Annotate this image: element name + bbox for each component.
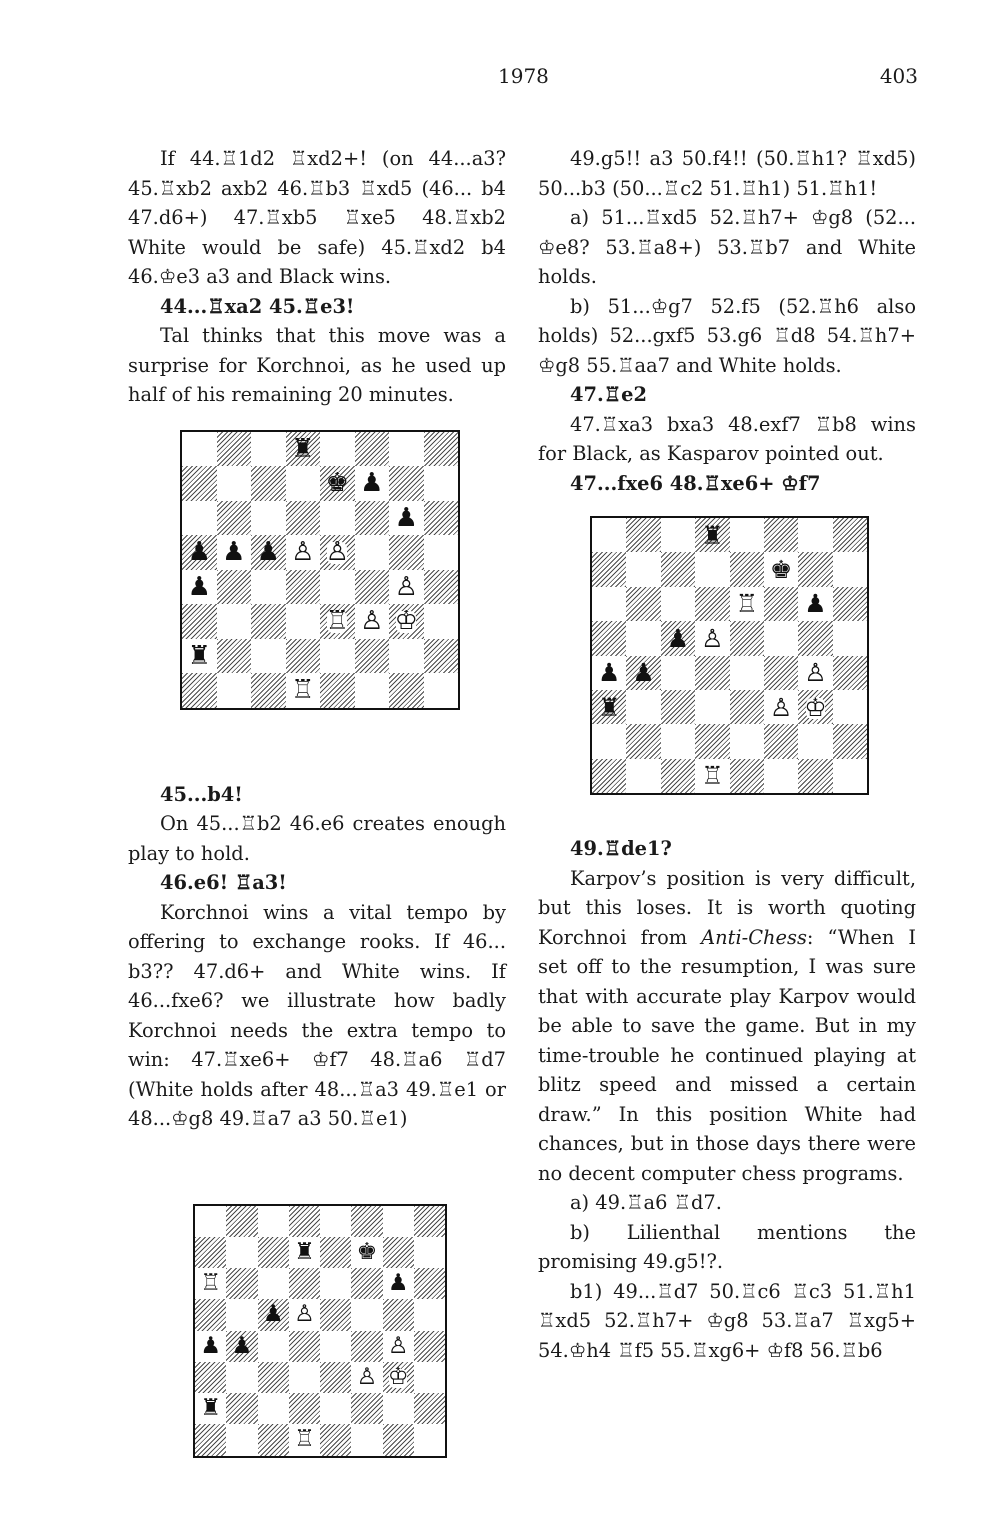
- board-square: [383, 1206, 414, 1237]
- white-king-icon: ♔: [804, 692, 827, 722]
- board-square: [320, 1299, 351, 1330]
- board-square: [414, 1362, 445, 1393]
- black-pawn-icon: ♟: [200, 1332, 221, 1359]
- board-square: [414, 1299, 445, 1330]
- board-square: [320, 570, 355, 605]
- board-square: [389, 639, 424, 674]
- board-square: [424, 570, 459, 605]
- board-square: [286, 432, 321, 467]
- board-square: [182, 466, 217, 501]
- board-square: [389, 466, 424, 501]
- board-square: [592, 552, 626, 586]
- chess-diagram: [128, 410, 506, 780]
- board-square: [695, 518, 729, 552]
- board-square: [383, 1424, 414, 1455]
- black-rook-icon: ♜: [187, 640, 211, 671]
- black-rook-icon: ♜: [291, 433, 315, 464]
- board-square: [320, 466, 355, 501]
- board-square: [355, 570, 390, 605]
- board-square: [217, 604, 252, 639]
- commentary-paragraph: b) 51...♔g7 52.f5 (52.♖h6 also holds) 52...gxf5 53.g6 ♖d8 54.♖h7+ ♔g8 55.♖aa7 and White holds.: [538, 294, 916, 377]
- board-square: [383, 1268, 414, 1299]
- board-square: [764, 587, 798, 621]
- board-square: [226, 1299, 257, 1330]
- board-square: [383, 1299, 414, 1330]
- board-square: [695, 656, 729, 690]
- board-square: [414, 1331, 445, 1362]
- black-pawn-icon: ♟: [256, 537, 280, 568]
- board-square: [695, 724, 729, 758]
- commentary-paragraph: On 45...♖b2 46.e6 creates enough play to hold.: [128, 812, 506, 865]
- board-square: [383, 1393, 414, 1424]
- board-square: [695, 690, 729, 724]
- board-square: [320, 673, 355, 708]
- board-square: [226, 1424, 257, 1455]
- move-heading: 47.♖e2: [570, 383, 647, 406]
- board-square: [695, 587, 729, 621]
- board-square: [355, 535, 390, 570]
- board-square: [661, 724, 695, 758]
- black-pawn-icon: ♟: [187, 537, 211, 568]
- board-square: [592, 621, 626, 655]
- board-square: [320, 1237, 351, 1268]
- board-square: [424, 535, 459, 570]
- board-square: [592, 656, 626, 690]
- board-square: [320, 1331, 351, 1362]
- white-rook-icon: ♖: [735, 589, 758, 619]
- board-square: [389, 501, 424, 536]
- white-king-icon: ♔: [394, 606, 418, 637]
- board-square: [289, 1424, 320, 1455]
- board-square: [389, 604, 424, 639]
- board-square: [351, 1206, 382, 1237]
- board-square: [320, 501, 355, 536]
- chess-diagram: [538, 498, 916, 834]
- board-square: [286, 673, 321, 708]
- board-square: [626, 518, 660, 552]
- white-pawn-icon: ♙: [769, 692, 793, 722]
- board-square: [351, 1362, 382, 1393]
- board-square: [833, 518, 867, 552]
- black-rook-icon: ♜: [597, 692, 621, 722]
- board-square: [351, 1237, 382, 1268]
- board-square: [351, 1393, 382, 1424]
- board-square: [383, 1331, 414, 1362]
- board-square: [389, 535, 424, 570]
- board-square: [217, 501, 252, 536]
- board-square: [195, 1393, 226, 1424]
- move-heading: 44...♖xa2 45.♖e3!: [160, 294, 355, 318]
- board-square: [182, 639, 217, 674]
- white-pawn-icon: ♙: [394, 571, 418, 602]
- board-square: [289, 1268, 320, 1299]
- board-square: [661, 759, 695, 793]
- board-square: [730, 724, 764, 758]
- board-square: [182, 501, 217, 536]
- board-square: [320, 432, 355, 467]
- board-square: [626, 656, 660, 690]
- board-square: [592, 587, 626, 621]
- left-text-column: [128, 144, 506, 1536]
- board-square: [833, 621, 867, 655]
- board-square: [355, 639, 390, 674]
- board-square: [182, 673, 217, 708]
- board-square: [320, 1268, 351, 1299]
- board-square: [258, 1393, 289, 1424]
- move-heading: 47...fxe6 48.♖xe6+ ♔f7: [570, 471, 821, 495]
- board-square: [764, 518, 798, 552]
- board-square: [764, 759, 798, 793]
- board-square: [217, 535, 252, 570]
- board-square: [226, 1206, 257, 1237]
- board-square: [798, 690, 832, 724]
- right-text-column: [538, 144, 916, 1365]
- board-square: [217, 570, 252, 605]
- board-square: [695, 552, 729, 586]
- board-square: [833, 656, 867, 690]
- board-square: [798, 587, 832, 621]
- black-pawn-icon: ♟: [187, 571, 211, 602]
- board-square: [661, 621, 695, 655]
- white-pawn-icon: ♙: [294, 1301, 315, 1328]
- board-square: [320, 1362, 351, 1393]
- black-pawn-icon: ♟: [231, 1332, 253, 1359]
- board-square: [226, 1393, 257, 1424]
- board-square: [251, 639, 286, 674]
- board-square: [351, 1331, 382, 1362]
- board-square: [351, 1268, 382, 1299]
- commentary-paragraph: a) 51...♖xd5 52.♖h7+ ♔g8 (52... ♔e8? 53.♖a8+) 53.♖b7 and White holds.: [538, 206, 916, 288]
- board-square: [226, 1331, 257, 1362]
- board-square: [424, 466, 459, 501]
- move-heading: 46.e6! ♖a3!: [160, 871, 287, 894]
- white-rook-icon: ♖: [701, 761, 724, 791]
- black-rook-icon: ♜: [200, 1395, 221, 1422]
- board-square: [592, 690, 626, 724]
- board-square: [258, 1206, 289, 1237]
- black-pawn-icon: ♟: [360, 468, 384, 499]
- board-square: [258, 1268, 289, 1299]
- white-pawn-icon: ♙: [325, 537, 349, 568]
- white-pawn-icon: ♙: [356, 1363, 378, 1390]
- board-square: [351, 1299, 382, 1330]
- commentary-paragraph: a) 49.♖a6 ♖d7.: [570, 1191, 722, 1214]
- black-pawn-icon: ♟: [387, 1270, 409, 1297]
- board-square: [195, 1362, 226, 1393]
- white-pawn-icon: ♙: [360, 606, 384, 637]
- board-square: [730, 656, 764, 690]
- black-pawn-icon: ♟: [804, 589, 827, 619]
- board-square: [695, 621, 729, 655]
- board-square: [414, 1424, 445, 1455]
- board-square: [289, 1299, 320, 1330]
- black-king-icon: ♚: [325, 468, 349, 499]
- board-square: [251, 604, 286, 639]
- black-rook-icon: ♜: [294, 1238, 315, 1265]
- board-square: [217, 639, 252, 674]
- board-square: [661, 552, 695, 586]
- black-rook-icon: ♜: [701, 520, 724, 550]
- board-square: [320, 1424, 351, 1455]
- board-square: [289, 1331, 320, 1362]
- board-square: [320, 535, 355, 570]
- board-square: [320, 639, 355, 674]
- black-pawn-icon: ♟: [262, 1301, 284, 1328]
- board-square: [424, 604, 459, 639]
- black-pawn-icon: ♟: [597, 658, 621, 688]
- white-pawn-icon: ♙: [701, 623, 724, 653]
- board-square: [355, 432, 390, 467]
- white-rook-icon: ♖: [200, 1270, 221, 1297]
- board-square: [286, 535, 321, 570]
- board-square: [289, 1237, 320, 1268]
- board-square: [182, 432, 217, 467]
- board-square: [414, 1393, 445, 1424]
- board-square: [389, 432, 424, 467]
- board-square: [355, 501, 390, 536]
- move-heading: 49.♖de1?: [570, 837, 672, 860]
- white-pawn-icon: ♙: [804, 658, 827, 688]
- chess-board: [193, 1204, 447, 1458]
- board-square: [730, 759, 764, 793]
- board-square: [258, 1424, 289, 1455]
- board-square: [286, 501, 321, 536]
- board-square: [661, 690, 695, 724]
- board-square: [286, 604, 321, 639]
- board-square: [355, 604, 390, 639]
- board-square: [182, 570, 217, 605]
- black-king-icon: ♚: [769, 555, 793, 585]
- commentary-paragraph: b) Lilienthal mentions the promising 49.g5!?.: [538, 1220, 916, 1273]
- board-square: [258, 1237, 289, 1268]
- board-square: [195, 1206, 226, 1237]
- board-square: [195, 1331, 226, 1362]
- board-square: [798, 759, 832, 793]
- black-pawn-icon: ♟: [222, 537, 246, 568]
- commentary-paragraph: 49.g5!! a3 50.f4!! (50.♖h1? ♖xd5) 50...b3 (50...♖c2 51.♖h1) 51.♖h1!: [538, 147, 916, 200]
- board-square: [626, 552, 660, 586]
- white-rook-icon: ♖: [325, 606, 349, 637]
- board-square: [351, 1424, 382, 1455]
- board-square: [286, 570, 321, 605]
- board-square: [383, 1237, 414, 1268]
- board-square: [833, 759, 867, 793]
- board-square: [764, 690, 798, 724]
- board-square: [730, 518, 764, 552]
- board-square: [661, 587, 695, 621]
- chess-diagram: [128, 1134, 506, 1536]
- board-square: [798, 518, 832, 552]
- board-square: [226, 1362, 257, 1393]
- white-pawn-icon: ♙: [387, 1332, 409, 1359]
- board-square: [833, 690, 867, 724]
- board-square: [424, 501, 459, 536]
- black-pawn-icon: ♟: [394, 502, 418, 533]
- board-square: [195, 1268, 226, 1299]
- board-square: [764, 552, 798, 586]
- board-square: [217, 673, 252, 708]
- board-square: [695, 759, 729, 793]
- board-square: [217, 466, 252, 501]
- board-square: [251, 432, 286, 467]
- board-square: [592, 724, 626, 758]
- board-square: [226, 1237, 257, 1268]
- running-header-year: 1978: [498, 64, 549, 88]
- board-square: [195, 1299, 226, 1330]
- board-square: [833, 724, 867, 758]
- commentary-paragraph: Karpov’s position is very difficult, but this loses. It is worth quoting Korchnoi from Anti-Chess: “When I set off to the resumption, I was sure that with accurate play Karpov would be able to save the game. But in my time-trouble he continued playing at blitz speed and missed a certain draw.” In this position White had chances, but in those days there were no decent computer chess programs.: [538, 866, 916, 1185]
- board-square: [798, 552, 832, 586]
- commentary-paragraph: If 44.♖1d2 ♖xd2+! (on 44...a3? 45.♖xb2 axb2 46.♖b3 ♖xd5 (46... b4 47.d6+) 47.♖xb5 ♖xe5 48.♖xb2 White would be safe) 45.♖xd2 b4 46.♔e3 a3 and Black wins.: [128, 147, 506, 288]
- white-rook-icon: ♖: [291, 675, 315, 706]
- board-square: [833, 552, 867, 586]
- board-square: [226, 1268, 257, 1299]
- board-square: [289, 1393, 320, 1424]
- board-square: [764, 724, 798, 758]
- board-square: [661, 656, 695, 690]
- board-square: [251, 501, 286, 536]
- board-square: [626, 621, 660, 655]
- board-square: [798, 656, 832, 690]
- board-square: [626, 724, 660, 758]
- commentary-paragraph: Tal thinks that this move was a surprise for Korchnoi, as he used up half of his remaining 20 minutes.: [128, 324, 506, 406]
- board-square: [626, 587, 660, 621]
- board-square: [798, 724, 832, 758]
- board-square: [592, 759, 626, 793]
- board-square: [414, 1268, 445, 1299]
- board-square: [182, 604, 217, 639]
- board-square: [798, 621, 832, 655]
- board-square: [764, 656, 798, 690]
- white-pawn-icon: ♙: [291, 537, 315, 568]
- black-pawn-icon: ♟: [666, 623, 690, 653]
- board-square: [730, 621, 764, 655]
- page-number: 403: [879, 64, 918, 88]
- board-square: [730, 690, 764, 724]
- board-square: [251, 466, 286, 501]
- board-square: [286, 639, 321, 674]
- board-square: [251, 535, 286, 570]
- board-square: [626, 690, 660, 724]
- board-square: [424, 432, 459, 467]
- board-square: [764, 621, 798, 655]
- board-square: [389, 570, 424, 605]
- board-square: [592, 518, 626, 552]
- board-square: [320, 1393, 351, 1424]
- chess-board: [590, 516, 869, 795]
- board-square: [730, 587, 764, 621]
- board-square: [286, 466, 321, 501]
- chess-board: [180, 430, 460, 710]
- board-square: [258, 1362, 289, 1393]
- board-square: [258, 1299, 289, 1330]
- board-square: [320, 1206, 351, 1237]
- board-square: [195, 1424, 226, 1455]
- board-square: [289, 1206, 320, 1237]
- board-square: [424, 673, 459, 708]
- black-pawn-icon: ♟: [632, 658, 655, 688]
- move-heading: 45...b4!: [160, 782, 243, 806]
- board-square: [833, 587, 867, 621]
- board-square: [355, 466, 390, 501]
- board-square: [661, 518, 695, 552]
- board-square: [730, 552, 764, 586]
- board-square: [182, 535, 217, 570]
- board-square: [251, 673, 286, 708]
- white-rook-icon: ♖: [294, 1426, 315, 1453]
- board-square: [626, 759, 660, 793]
- commentary-paragraph: b1) 49...♖d7 50.♖c6 ♖c3 51.♖h1 ♖xd5 52.♖h7+ ♔g8 53.♖a7 ♖xg5+ 54.♔h4 ♖f5 55.♖xg6+ ♔f8 56.♖b6: [538, 1279, 916, 1362]
- board-square: [217, 432, 252, 467]
- commentary-paragraph: Korchnoi wins a vital tempo by offering to exchange rooks. If 46... b3?? 47.d6+ and White wins. If 46...fxe6? we illustrate how badly Korchnoi needs the extra tempo to win: 47.♖xe6+ ♔f7 48.♖a6 ♖d7 (White holds after 48...♖a3 49.♖e1 or 48...♔g8 49.♖a7 a3 50.♖e1): [128, 900, 506, 1130]
- board-square: [320, 604, 355, 639]
- board-square: [258, 1331, 289, 1362]
- board-square: [195, 1237, 226, 1268]
- board-square: [424, 639, 459, 674]
- board-square: [414, 1237, 445, 1268]
- board-square: [355, 673, 390, 708]
- white-king-icon: ♔: [387, 1363, 409, 1390]
- board-square: [414, 1206, 445, 1237]
- board-square: [289, 1362, 320, 1393]
- black-king-icon: ♚: [356, 1238, 378, 1265]
- board-square: [251, 570, 286, 605]
- board-square: [389, 673, 424, 708]
- commentary-paragraph: 47.♖xa3 bxa3 48.exf7 ♖b8 wins for Black, as Kasparov pointed out.: [538, 412, 916, 465]
- board-square: [383, 1362, 414, 1393]
